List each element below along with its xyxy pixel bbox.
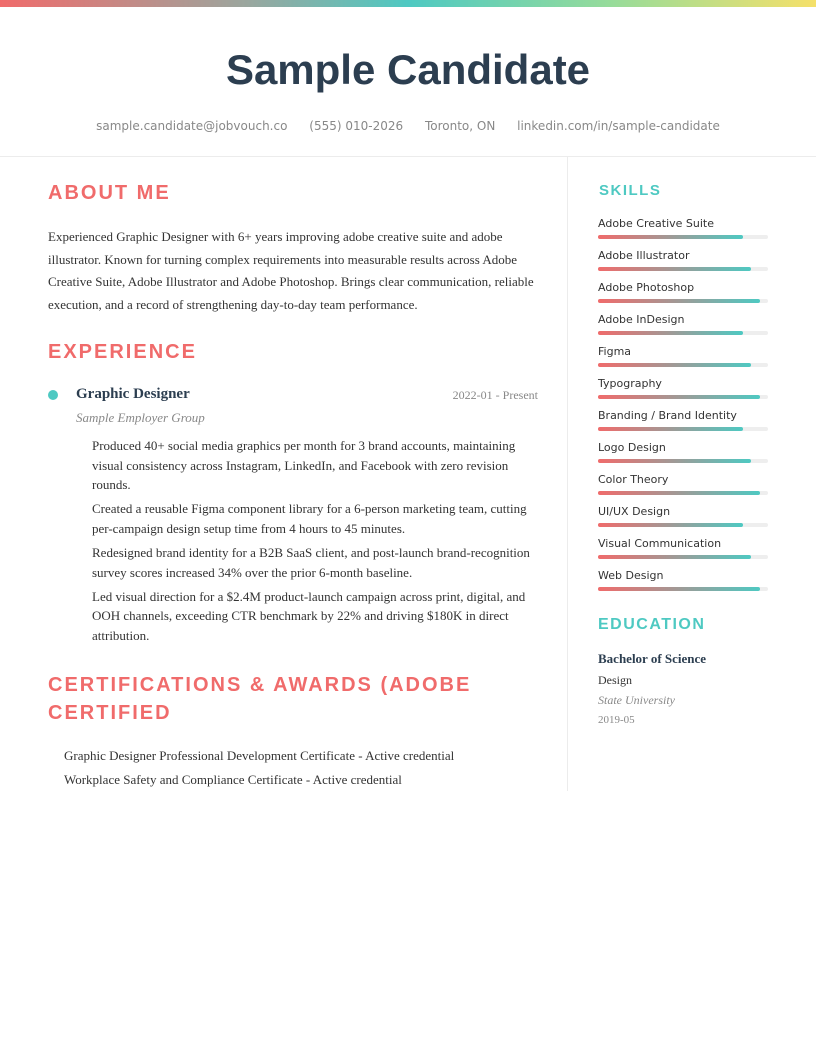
skill-item — [598, 568, 768, 600]
certification-list — [64, 744, 454, 792]
job-dates: 2022-01 - Present — [452, 388, 538, 402]
top-accent-bar — [0, 0, 816, 7]
skill-item — [598, 536, 768, 568]
job-bullet: Led visual direction for a $2.4M product-launch campaign across print, digital, and OOH channels, exceeding CTR benchmark by 22% and driving $180K in direct attribution. — [92, 588, 526, 643]
job-bullet: Redesigned brand identity for a B2B SaaS client, and post-launch brand-recognition survey scores increased 34% over the prior 6-month baseline. — [92, 544, 530, 580]
job-company: Sample Employer Group — [76, 410, 205, 425]
skill-name: Adobe Illustrator — [598, 249, 690, 262]
skill-level-track — [598, 523, 768, 527]
contact-linkedin[interactable]: linkedin.com/in/sample-candidate — [517, 119, 720, 133]
certification-item: Workplace Safety and Compliance Certificate - Active credential — [64, 772, 402, 787]
skill-item — [598, 216, 768, 248]
header-divider — [0, 156, 816, 157]
education-school: State University — [598, 693, 675, 707]
skill-level-track — [598, 459, 768, 463]
skill-level-bar — [598, 587, 760, 591]
skill-name: Visual Communication — [598, 537, 722, 550]
skill-level-track — [598, 555, 768, 559]
skill-level-bar — [598, 491, 760, 495]
skill-item — [598, 344, 768, 376]
job-title: Graphic Designer — [76, 386, 190, 402]
skill-item — [598, 312, 768, 344]
skill-level-track — [598, 363, 768, 367]
skill-level-bar — [598, 555, 751, 559]
skill-item — [598, 440, 768, 472]
education-degree: Bachelor of Science — [598, 651, 707, 666]
skills-list — [598, 216, 768, 600]
skill-level-bar — [598, 427, 743, 431]
skill-level-bar — [598, 363, 751, 367]
contact-phone[interactable]: (555) 010-2026 — [309, 119, 404, 133]
skill-level-track — [598, 395, 768, 399]
education-date: 2019-05 — [598, 714, 635, 726]
contact-info — [0, 119, 816, 133]
skill-level-track — [598, 587, 768, 591]
skill-name: Logo Design — [598, 441, 666, 454]
skill-level-bar — [598, 523, 743, 527]
skill-level-track — [598, 267, 768, 271]
skill-item — [598, 248, 768, 280]
skill-level-bar — [598, 459, 751, 463]
about-heading: ABOUT ME — [48, 182, 171, 204]
education-field: Design — [598, 673, 632, 687]
skill-name: Typography — [598, 377, 662, 390]
skill-level-track — [598, 427, 768, 431]
skill-name: Branding / Brand Identity — [598, 409, 737, 422]
skills-heading: SKILLS — [599, 182, 662, 199]
skill-name: Color Theory — [598, 473, 669, 486]
contact-email[interactable]: sample.candidate@jobvouch.co — [96, 119, 288, 133]
skill-name: Web Design — [598, 569, 664, 582]
contact-location: Toronto, ON — [424, 119, 496, 133]
skill-item — [598, 504, 768, 536]
certifications-heading: CERTIFICATIONS & AWARDS (ADOBE CERTIFIED — [48, 674, 472, 724]
skill-name: Figma — [598, 345, 632, 358]
about-text: Experienced Graphic Designer with 6+ years improving adobe creative suite and adobe illustrator. Known for turning complex requirements into measurable results across Adobe Creative Suite, Adobe Illustrator and Adobe Photoshop. Brings clear communication, reliable execution, and a record of strengthening day-to-day team performance. — [48, 229, 534, 312]
skill-item — [598, 376, 768, 408]
skill-item — [598, 280, 768, 312]
skill-level-track — [598, 491, 768, 495]
skill-level-bar — [598, 331, 743, 335]
job-bullet-list — [92, 436, 542, 650]
skill-level-bar — [598, 299, 760, 303]
skill-item — [598, 472, 768, 504]
skill-level-track — [598, 331, 768, 335]
education-heading: EDUCATION — [598, 616, 706, 633]
skill-level-bar — [598, 267, 751, 271]
skill-name: Adobe InDesign — [598, 313, 685, 326]
skill-name: Adobe Photoshop — [598, 281, 695, 294]
candidate-name: Sample Candidate — [225, 46, 591, 93]
column-divider — [567, 157, 568, 791]
skill-level-track — [598, 299, 768, 303]
skill-level-track — [598, 235, 768, 239]
skill-name: Adobe Creative Suite — [598, 217, 714, 230]
timeline-dot — [48, 390, 58, 400]
job-bullet: Created a reusable Figma component library for a 6-person marketing team, cutting per-campaign design setup time from 4 hours to 45 minutes. — [92, 501, 527, 536]
experience-heading: EXPERIENCE — [48, 341, 197, 363]
skill-name: UI/UX Design — [598, 505, 671, 518]
skill-level-bar — [598, 235, 743, 239]
skill-item — [598, 408, 768, 440]
skill-level-bar — [598, 395, 760, 399]
certification-item: Graphic Designer Professional Development Certificate - Active credential — [64, 748, 455, 763]
job-bullet: Produced 40+ social media graphics per month for 3 brand accounts, maintaining visual consistency across Instagram, LinkedIn, and Facebook with zero revision rounds. — [92, 438, 516, 493]
